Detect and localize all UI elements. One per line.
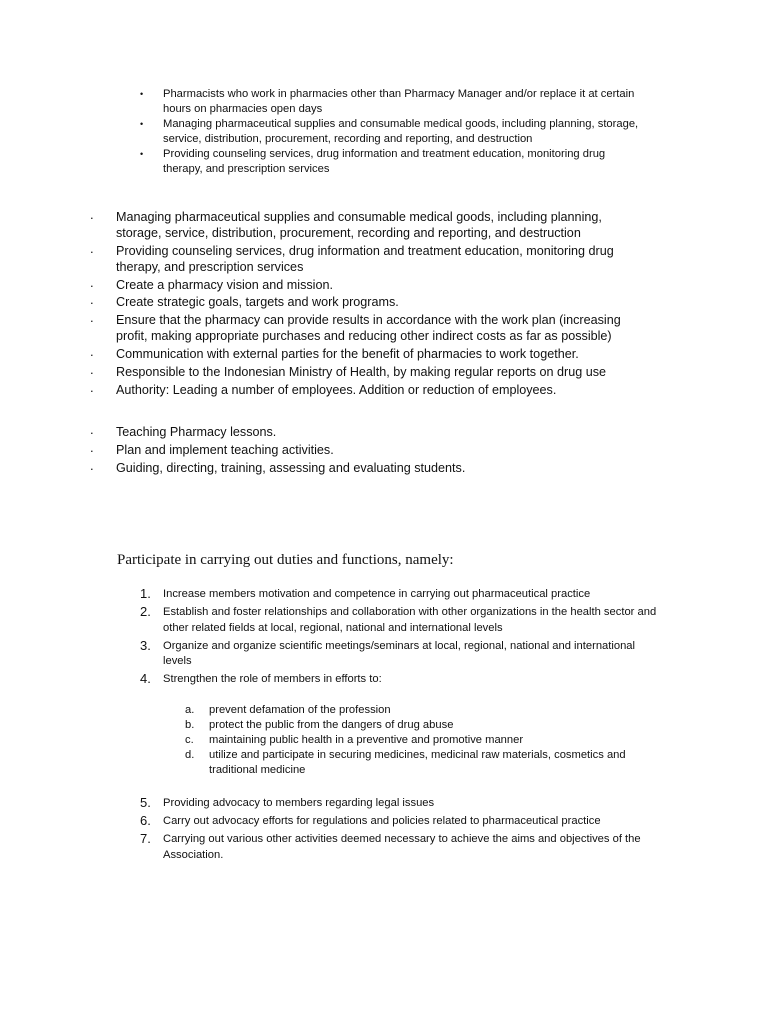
list-item-text: Teaching Pharmacy lessons.: [116, 425, 277, 439]
list-item: [90, 361, 650, 380]
list-item: [140, 814, 660, 830]
dot-marker: .: [90, 343, 94, 359]
list-item-text: Managing pharmaceutical supplies and consumable medical goods, including planning, storage, service, distribution, procurement, recording and reporting, and destruction: [116, 210, 602, 240]
dot-marker: .: [90, 361, 94, 377]
list-item-text: Carry out advocacy efforts for regulations and policies related to pharmaceutical practice: [163, 815, 601, 827]
list-item: [90, 209, 650, 241]
dot-marker: .: [90, 310, 94, 326]
list-item: [140, 147, 640, 177]
list-number: 2.: [140, 604, 151, 619]
list-letter: a.: [185, 704, 195, 716]
list-item-text: prevent defamation of the profession: [209, 704, 391, 716]
list-item-text: utilize and participate in securing medicines, medicinal raw materials, cosmetics and traditional medicine: [209, 749, 626, 776]
list-number: 3.: [140, 637, 151, 653]
list-number: 1.: [140, 586, 151, 601]
list-item: [185, 718, 665, 733]
list-item: [140, 587, 660, 603]
list-letter: b.: [185, 719, 195, 731]
list-item: [90, 343, 650, 362]
list-item-text: Organize and organize scientific meetings/seminars at local, regional, national and international levels: [163, 639, 636, 667]
list-item: [185, 748, 665, 778]
dot-marker: .: [90, 422, 94, 437]
list-item-text: Strengthen the role of members in efforts to:: [163, 673, 382, 685]
list-number: 7.: [140, 831, 151, 846]
list-item: [140, 117, 640, 147]
list-letter: d.: [185, 749, 195, 761]
list-item: [185, 733, 665, 748]
list-letter: c.: [185, 734, 194, 746]
dot-marker: .: [90, 439, 94, 455]
list-item-text: Responsible to the Indonesian Ministry of Health, by making regular reports on drug use: [116, 364, 607, 379]
list-item: [90, 294, 650, 310]
dot-marker: .: [90, 457, 94, 473]
list-item: [185, 703, 665, 718]
list-item-text: maintaining public health in a preventive and promotive manner: [209, 734, 524, 746]
list-item: [140, 639, 660, 670]
list-number: 5.: [140, 795, 151, 810]
list-number: 4.: [140, 671, 151, 686]
dot-marker: .: [90, 274, 94, 290]
list-item-text: Establish and foster relationships and collaboration with other organizations in the health sector and other related fields at local, regional, national and international levels: [163, 606, 657, 634]
list-item: [90, 274, 650, 293]
list-item-text: Providing counseling services, drug information and treatment education, monitoring drug therapy, and prescription services: [116, 243, 614, 274]
list-item: [140, 87, 640, 117]
dot-marker: .: [90, 240, 94, 256]
list-item: [90, 424, 650, 440]
list-item-text: Increase members motivation and competence in carrying out pharmaceutical practice: [163, 588, 591, 600]
teaching-duties-list: [90, 424, 650, 477]
list-item: [140, 672, 660, 688]
list-item-text: Providing advocacy to members regarding legal issues: [163, 797, 435, 809]
list-item-text: Plan and implement teaching activities.: [116, 442, 334, 457]
list-item: [90, 457, 650, 476]
list-item-text: protect the public from the dangers of drug abuse: [209, 719, 454, 731]
list-item-text: Authority: Leading a number of employees. Addition or reduction of employees.: [116, 382, 557, 397]
section-heading: Participate in carrying out duties and functions, namely:: [117, 552, 454, 568]
dot-marker: .: [90, 379, 94, 395]
bullet-icon: •: [140, 149, 144, 159]
dot-marker: .: [90, 207, 94, 222]
list-item-text: Communication with external parties for the benefit of pharmacies to work together.: [116, 346, 579, 361]
list-number: 6.: [140, 813, 151, 828]
numbered-list-continued: [140, 796, 660, 866]
list-item-text: Pharmacists who work in pharmacies other than Pharmacy Manager and/or replace it at certain hours on pharmacies open days: [163, 88, 635, 115]
pharmacist-duties-list: [140, 87, 640, 177]
numbered-list: [140, 587, 660, 690]
list-item: [90, 312, 650, 344]
manager-duties-list: [90, 209, 650, 399]
dot-marker: .: [90, 292, 94, 308]
bullet-icon: •: [140, 119, 144, 129]
list-item: [90, 379, 650, 398]
list-item-text: Guiding, directing, training, assessing and evaluating students.: [116, 460, 466, 475]
lettered-sublist: [185, 703, 665, 778]
bullet-icon: •: [140, 89, 144, 99]
list-item-text: Ensure that the pharmacy can provide results in accordance with the work plan (increasing profit, making appropriate purchases and reducing other indirect costs as far as possible): [116, 313, 621, 344]
list-item-text: Create strategic goals, targets and work programs.: [116, 295, 399, 310]
list-item-text: Managing pharmaceutical supplies and consumable medical goods, including planning, storage, service, distribution, procurement, recording and reporting, and destruction: [163, 118, 639, 145]
list-item: [140, 832, 660, 863]
list-item-text: Carrying out various other activities deemed necessary to achieve the aims and objectives of the Association.: [163, 833, 641, 861]
list-item: [140, 605, 660, 636]
list-item: [90, 240, 650, 275]
list-item: [90, 439, 650, 458]
list-item: [140, 796, 660, 812]
list-item-text: Create a pharmacy vision and mission.: [116, 277, 333, 292]
list-item-text: Providing counseling services, drug information and treatment education, monitoring drug therapy, and prescription services: [163, 148, 606, 175]
